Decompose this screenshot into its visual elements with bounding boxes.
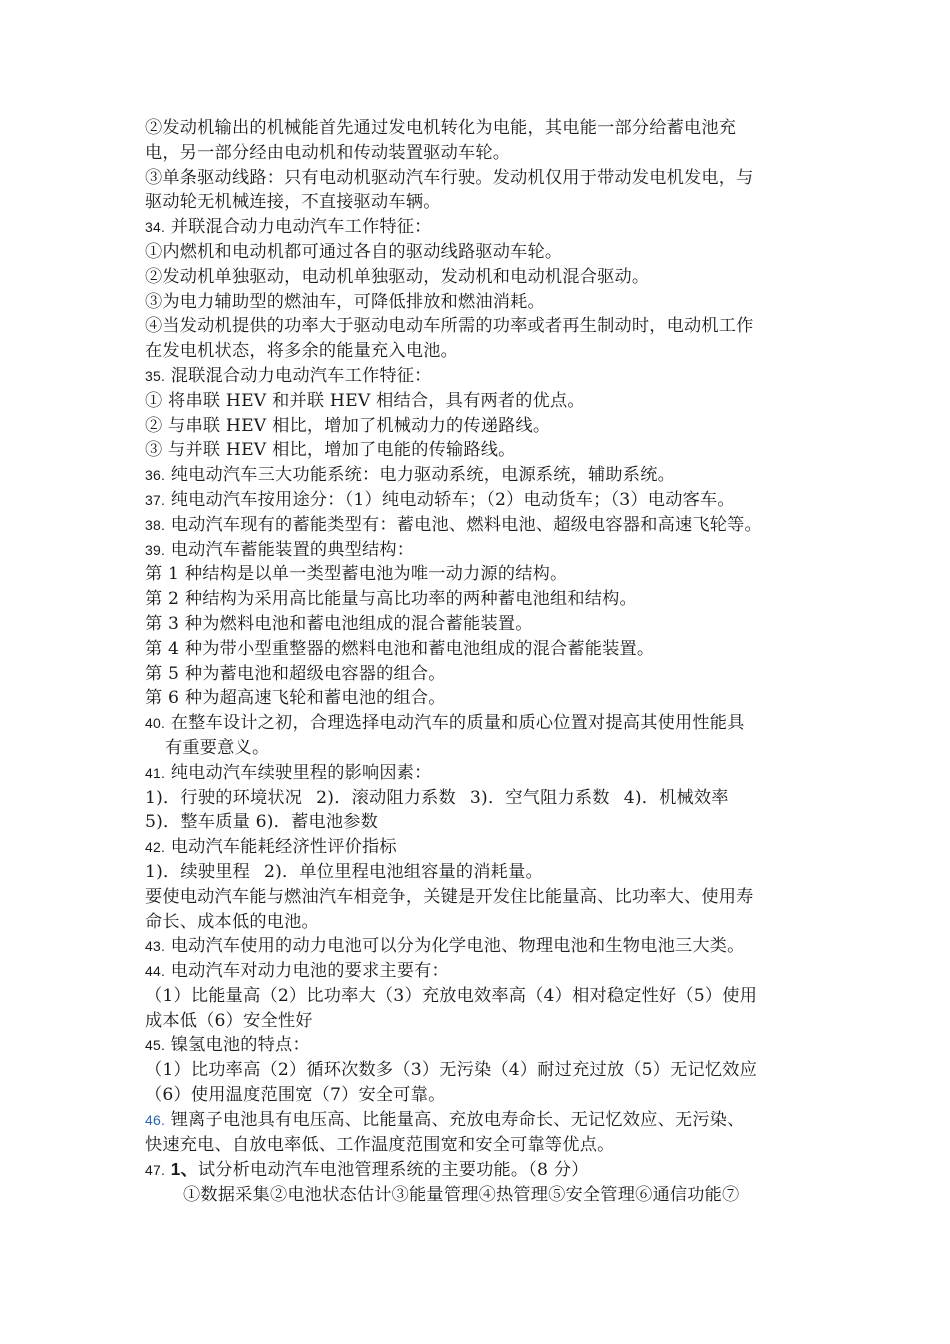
item-39 xyxy=(145,538,810,563)
question-number: 1、 xyxy=(170,1159,198,1180)
factor-4: 4)．机械效率 xyxy=(623,787,729,808)
item-41 xyxy=(145,761,810,786)
item-number: 40. xyxy=(145,715,166,732)
item-36 xyxy=(145,463,810,488)
text-line: ②发动机输出的机械能首先通过发电机转化为电能，其电能一部分给蓄电池充 xyxy=(145,118,737,138)
text-line: 在发电机状态，将多余的能量充入电池。 xyxy=(145,341,458,362)
item-number: 41. xyxy=(145,764,166,781)
text-line: 第 5 种为蓄电池和超级电容器的组合。 xyxy=(145,663,446,684)
item-number: 34. xyxy=(145,219,166,236)
item-34 xyxy=(145,215,810,240)
item-number: 39. xyxy=(145,541,166,558)
item-42 xyxy=(145,835,810,860)
text-line: 命长、成本低的电池。 xyxy=(145,911,319,932)
text-line: 电，另一部分经由电动机和传动装置驱动车轮。 xyxy=(145,142,511,163)
text-line: 成本低（6）安全性好 xyxy=(145,1010,313,1031)
text-line: ②发动机单独驱动，电动机单独驱动，发动机和电动机混合驱动。 xyxy=(145,266,650,287)
item-number: 44. xyxy=(145,963,166,980)
item-text: 纯电动汽车三大功能系统：电力驱动系统，电源系统，辅助系统。 xyxy=(170,465,675,486)
item-text: 试分析电动汽车电池管理系统的主要功能。（8 分） xyxy=(197,1160,589,1181)
text-line: 有重要意义。 xyxy=(165,737,270,758)
text-line: （1）比功率高（2）循环次数多（3）无污染（4）耐过充过放（5）无记忆效应 xyxy=(145,1060,758,1081)
index-2: 2)．单位里程电池组容量的消耗量。 xyxy=(263,861,543,882)
text-line: ③ 与并联 HEV 相比，增加了电能的传输路线。 xyxy=(145,440,516,461)
item-number: 46. xyxy=(145,1111,166,1128)
item-text: 在整车设计之初，合理选择电动汽车的质量和质心位置对提高其使用性能具 xyxy=(170,713,745,734)
item-46 xyxy=(145,1108,810,1133)
item-number: 36. xyxy=(145,467,166,484)
item-43 xyxy=(145,934,810,959)
item-text: 并联混合动力电动汽车工作特征： xyxy=(170,217,432,238)
text-line: 第 6 种为超高速飞轮和蓄电池的组合。 xyxy=(145,688,446,709)
text-line: 第 1 种结构是以单一类型蓄电池为唯一动力源的结构。 xyxy=(145,564,568,585)
item-number: 43. xyxy=(145,938,166,955)
text-line: ③单条驱动线路：只有电动机驱动汽车行驶。发动机仅用于带动发电机发电，与 xyxy=(145,167,754,188)
text-line: 驱动轮无机械连接，不直接驱动车辆。 xyxy=(145,192,441,213)
text-line: 快速充电、自放电率低、工作温度范围宽和安全可靠等优点。 xyxy=(145,1134,615,1155)
item-text: 混联混合动力电动汽车工作特征： xyxy=(170,365,432,386)
item-text: 电动汽车能耗经济性评价指标 xyxy=(170,837,397,858)
text-line: ④当发动机提供的功率大于驱动电动车所需的功率或者再生制动时，电动机工作 xyxy=(145,316,754,337)
item-number: 42. xyxy=(145,839,166,856)
item-text: 纯电动汽车按用途分：（1）纯电动轿车；（2）电动货车；（3）电动客车。 xyxy=(170,489,735,510)
item-text: 锂离子电池具有电压高、比能量高、充放电寿命长、无记忆效应、无污染、 xyxy=(170,1109,745,1130)
text-line: ② 与串联 HEV 相比，增加了机械动力的传递路线。 xyxy=(145,415,551,436)
item-38 xyxy=(145,513,810,538)
text-line xyxy=(145,860,810,885)
item-text: 电动汽车蓄能装置的典型结构： xyxy=(170,539,415,560)
document-page xyxy=(145,116,810,1208)
text-line: 第 4 种为带小型重整器的燃料电池和蓄电池组成的混合蓄能装置。 xyxy=(145,638,655,659)
text-line: ① 将串联 HEV 和并联 HEV 相结合，具有两者的优点。 xyxy=(145,390,585,411)
text-line: （6）使用温度范围宽（7）安全可靠。 xyxy=(145,1085,446,1106)
factor-2: 2)．滚动阻力系数 xyxy=(316,787,456,808)
text-line: ①数据采集②电池状态估计③能量管理④热管理⑤安全管理⑥通信功能⑦ xyxy=(183,1185,740,1206)
item-37 xyxy=(145,488,810,513)
factor-3: 3)．空气阻力系数 xyxy=(469,787,610,808)
item-44 xyxy=(145,959,810,984)
factor-1: 1)．行驶的环境状况 xyxy=(145,787,303,808)
item-number: 35. xyxy=(145,367,166,384)
text-line: 5)．整车质量 6)．蓄电池参数 xyxy=(145,812,379,833)
item-text: 电动汽车现有的蓄能类型有：蓄电池、燃料电池、超级电容器和高速飞轮等。 xyxy=(170,514,762,535)
text-line: （1）比能量高（2）比功率大（3）充放电效率高（4）相对稳定性好（5）使用 xyxy=(145,985,758,1006)
text-line: 第 3 种为燃料电池和蓄电池组成的混合蓄能装置。 xyxy=(145,613,533,634)
text-line: ③为电力辅助型的燃油车，可降低排放和燃油消耗。 xyxy=(145,291,545,312)
item-number: 38. xyxy=(145,516,166,533)
text-line: 第 2 种结构为采用高比能量与高比功率的两种蓄电池组和结构。 xyxy=(145,589,637,610)
item-text: 电动汽车使用的动力电池可以分为化学电池、物理电池和生物电池三大类。 xyxy=(170,936,745,957)
item-40 xyxy=(145,711,810,736)
item-number: 47. xyxy=(145,1162,166,1179)
text-line: ①内燃机和电动机都可通过各自的驱动线路驱动车轮。 xyxy=(145,241,563,262)
text-line xyxy=(145,786,810,811)
text-line: 要使电动汽车能与燃油汽车相竞争，关键是开发住比能量高、比功率大、使用寿 xyxy=(145,886,754,907)
item-text: 电动汽车对动力电池的要求主要有： xyxy=(170,961,449,982)
item-35 xyxy=(145,364,810,389)
item-45 xyxy=(145,1033,810,1058)
index-1: 1)．续驶里程 xyxy=(145,861,250,882)
item-number: 37. xyxy=(145,491,166,508)
item-text: 纯电动汽车续驶里程的影响因素： xyxy=(170,762,432,783)
item-number: 45. xyxy=(145,1037,166,1054)
item-47 xyxy=(145,1157,810,1183)
item-text: 镍氢电池的特点： xyxy=(170,1035,310,1056)
